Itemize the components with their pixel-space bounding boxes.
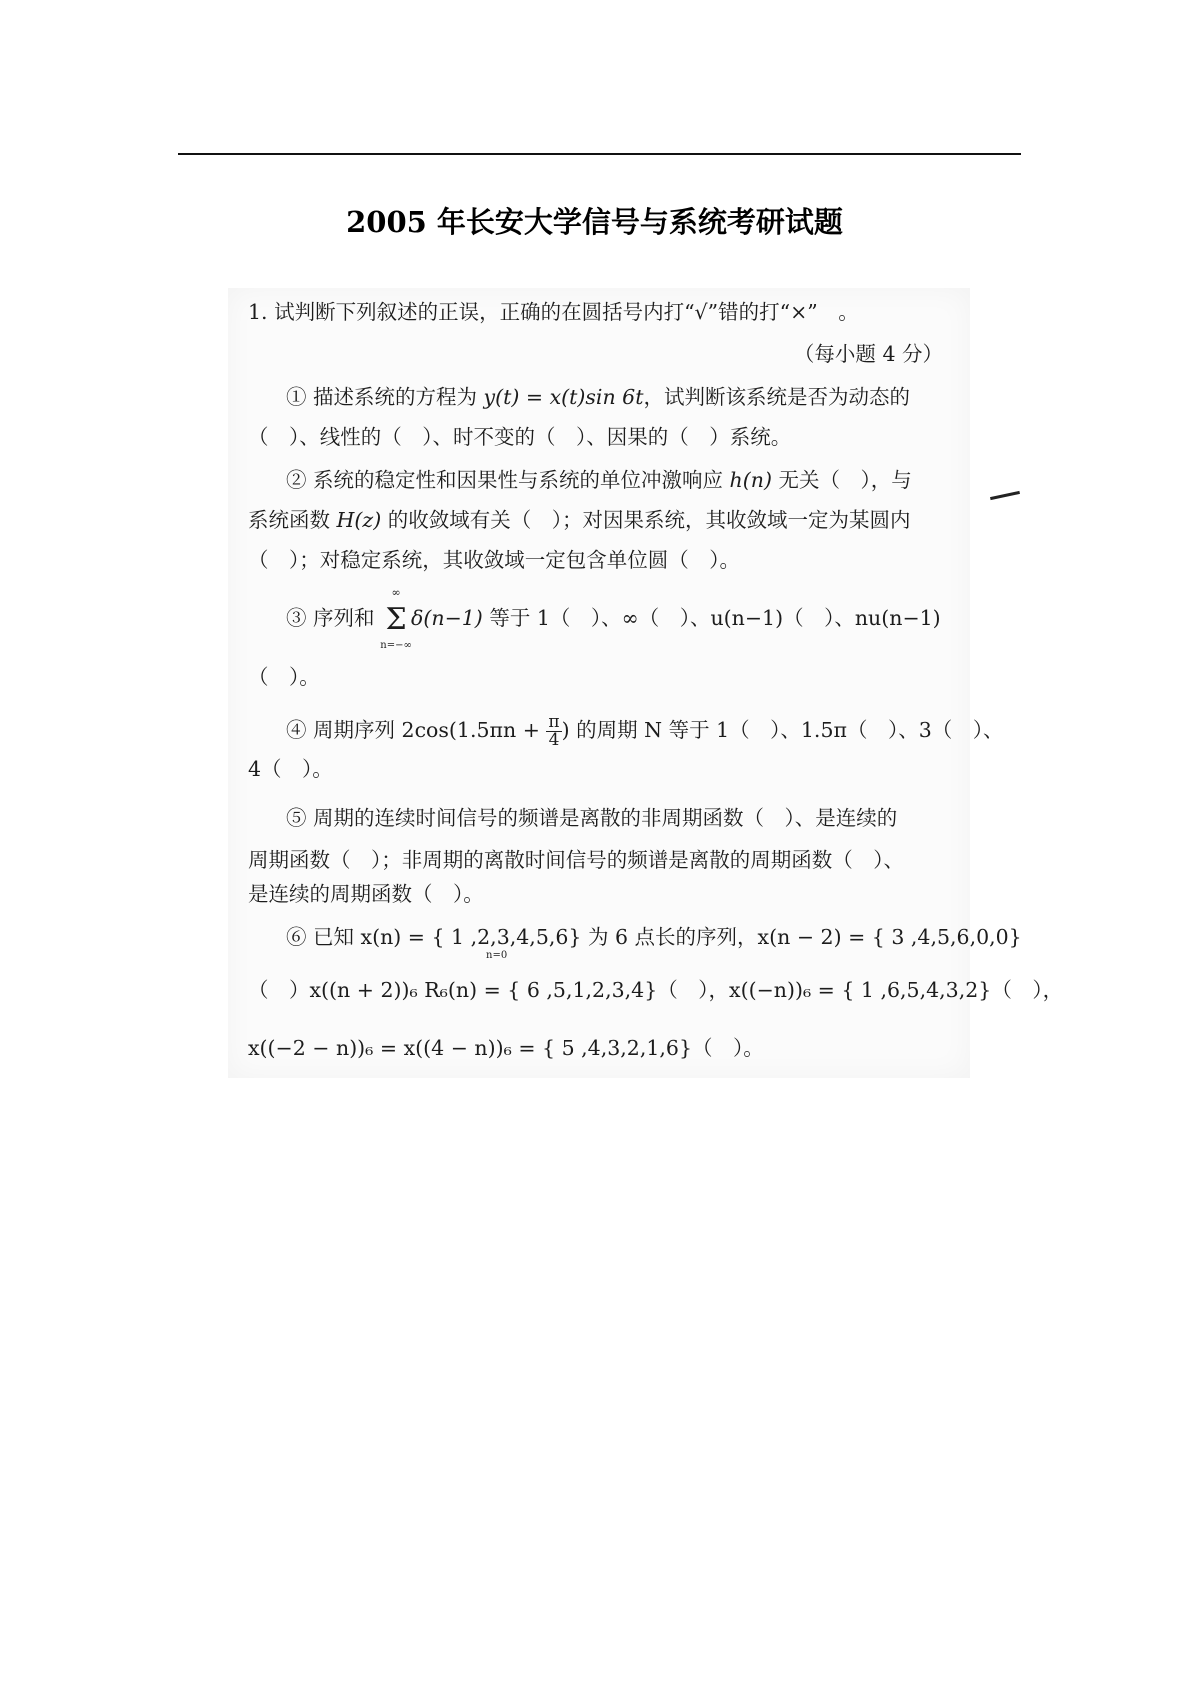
item-5-line-2: 周期函数（ ）；非周期的离散时间信号的频谱是离散的周期函数（ ）、 [248,848,904,872]
item-3-line-2: （ ）。 [248,665,320,689]
item-1-line-1: ① 描述系统的方程为 y(t) = x(t)sin 6t，试判断该系统是否为动态的 [286,385,910,409]
item-2-line-3: （ ）；对稳定系统，其收敛域一定包含单位圆（ ）。 [248,548,740,572]
question-1-intro: 1. 试判断下列叙述的正误，正确的在圆括号内打“√”错的打“×” 。 [248,300,859,324]
item-6-subscript: n=0 [486,950,508,961]
item-6-line-2: （ ）x((n + 2))₆ R₆(n) = { 6 ,5,1,2,3,4}（ ），x((−n))₆ = { 1 ,6,5,4,3,2}（ ）， [248,978,1064,1002]
item-2-line-1: ② 系统的稳定性和因果性与系统的单位冲激响应 h(n) 无关（ ），与 [286,468,912,492]
page-title: 2005 年长安大学信号与系统考研试题 [346,205,843,239]
item-4-line-1: ④ 周期序列 2cos(1.5πn + $\frac{\pi}{4}$ ) 的周期 N 等于 1（ ）、1.5π（ ）、3（ ）、 [286,712,1004,750]
item-5-line-3: 是连续的周期函数（ ）。 [248,882,484,906]
item-4-line-2: 4（ ）。 [248,757,333,781]
item-5-line-1: ⑤ 周期的连续时间信号的频谱是离散的非周期函数（ ）、是连续的 [286,806,898,830]
summation-symbol: ∞ Σ n=−∞ [380,585,412,651]
item-1-line-2: （ ）、线性的（ ）、时不变的（ ）、因果的（ ）系统。 [248,425,792,449]
pi-over-4-fraction: $\frac{\pi}{4}$ [548,712,560,750]
item-2-line-2: 系统函数 H(z) 的收敛域有关（ ）；对因果系统，其收敛域一定为某圆内 [248,508,911,532]
question-1-score: （每小题 4 分） [793,342,943,366]
item-6-line-1: ⑥ 已知 x(n) = { 1 ,2,3,4,5,6} 为 6 点长的序列，x(n − 2) = { 3 ,4,5,6,0,0} [286,925,1022,949]
header-rule [178,153,1021,155]
item-3-line-1: ③ 序列和 ∞ Σ n=−∞ δ(n−1) 等于 1（ ）、∞（ ）、u(n−1)（ ）、nu(n−1) [286,585,941,651]
item-6-line-3: x((−2 − n))₆ = x((4 − n))₆ = { 5 ,4,3,2,1,6}（ ）。 [248,1036,764,1060]
